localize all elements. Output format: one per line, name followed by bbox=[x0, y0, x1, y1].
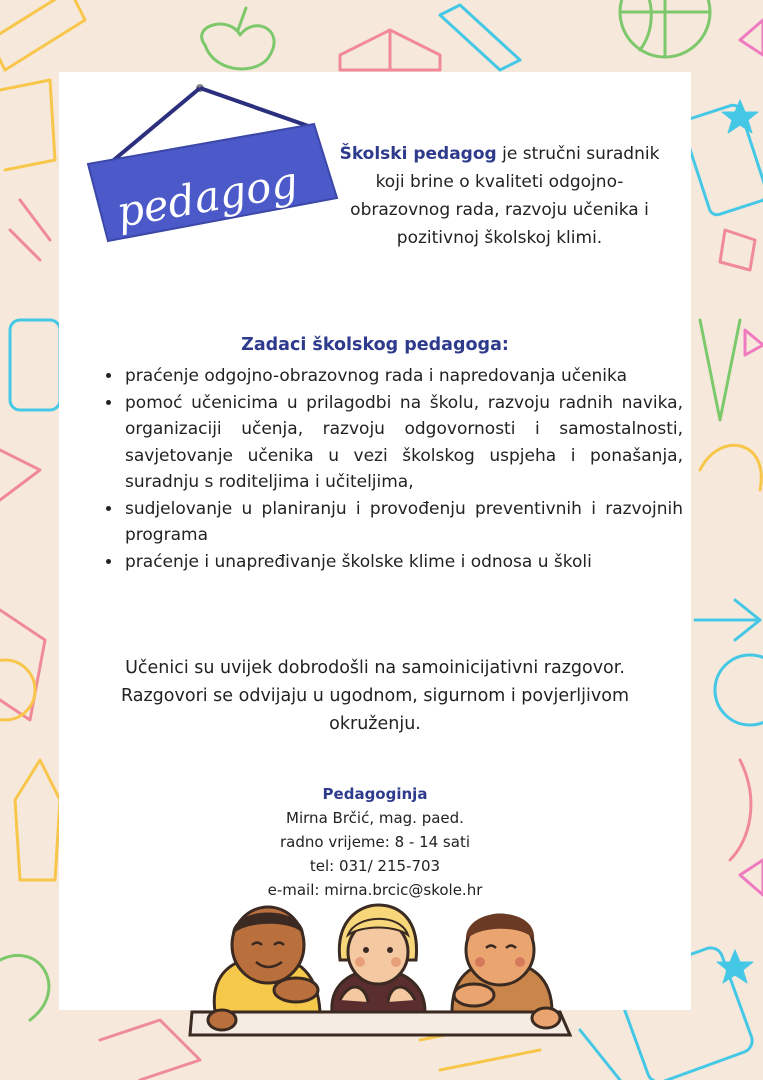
ring-doodle bbox=[700, 445, 761, 490]
triangle-doodle-3 bbox=[740, 860, 763, 895]
intro-paragraph bbox=[327, 140, 672, 252]
tasks-list bbox=[99, 363, 683, 575]
triangle-doodle-2 bbox=[745, 330, 763, 355]
list-item: • praćenje odgojno-obrazovnog rada i napredovanja učenika bbox=[123, 363, 683, 390]
welcome-text bbox=[79, 654, 671, 738]
globe-doodle-2 bbox=[715, 655, 763, 725]
phone-doodle bbox=[10, 320, 60, 410]
intro-text: je stručni suradnik koji brine o kvaliteti odgojno-obrazovnog rada, razvoju učenika i pozitivnoj školskoj klimi. bbox=[350, 144, 660, 248]
contact-title: Pedagoginja bbox=[322, 785, 428, 803]
contact-name: Mirna Brčić, mag. paed. bbox=[286, 809, 464, 827]
welcome-line-2: Razgovori se odvijaju u ugodnom, sigurnom i povjerljivom okruženju. bbox=[121, 686, 629, 734]
book-bottom bbox=[100, 1020, 200, 1080]
ruler-doodle bbox=[0, 0, 85, 70]
calculator-doodle bbox=[681, 103, 763, 217]
sun-doodle bbox=[0, 450, 40, 500]
leaf-doodle bbox=[0, 955, 49, 1020]
list-item: • sudjelovanje u planiranju i provođenju preventivnih i razvojnih programa bbox=[123, 496, 683, 549]
apple-doodle bbox=[202, 8, 274, 69]
tasks-title: Zadaci školskog pedagoga: bbox=[241, 335, 509, 355]
ruler-doodle-2 bbox=[440, 5, 520, 70]
lamp-doodle bbox=[10, 200, 50, 260]
pencil-bottom bbox=[420, 1020, 540, 1070]
list-item: • praćenje i unapređivanje školske klime i odnosa u školi bbox=[123, 549, 683, 576]
pencil-doodle bbox=[700, 320, 740, 420]
rocket-doodle bbox=[15, 760, 60, 880]
star-doodle bbox=[722, 100, 758, 133]
info-card bbox=[59, 72, 691, 1010]
sharpener-doodle bbox=[720, 230, 755, 270]
sign-label: pedagog bbox=[112, 156, 302, 237]
triangle-doodle bbox=[740, 20, 763, 55]
book-left bbox=[0, 80, 55, 170]
contact-email: e-mail: mirna.brcic@skole.hr bbox=[267, 881, 483, 899]
contact-block bbox=[59, 782, 691, 902]
pencil-bottom-2 bbox=[580, 1030, 620, 1080]
feather-doodle bbox=[730, 760, 751, 860]
contact-hours: radno vrijeme: 8 - 14 sati bbox=[279, 833, 470, 851]
intro-bold: Školski pedagog bbox=[339, 144, 497, 164]
globe-lines bbox=[620, 0, 710, 57]
welcome-line-1: Učenici su uvijek dobrodošli na samoinicijativni razgovor. bbox=[125, 658, 625, 678]
arrow-doodle bbox=[695, 600, 760, 640]
book-doodle bbox=[340, 30, 440, 70]
contact-phone: tel: 031/ 215-703 bbox=[309, 857, 441, 875]
list-item: • pomoć učenicima u prilagodbi na školu, razvoju radnih navika, organizaciji učenja, razvoju odgovornosti i samostalnosti, savjetovanje učenika u vezi školskog uspjeha i ponašanja, suradnju s roditeljima i učiteljima, bbox=[123, 390, 683, 496]
